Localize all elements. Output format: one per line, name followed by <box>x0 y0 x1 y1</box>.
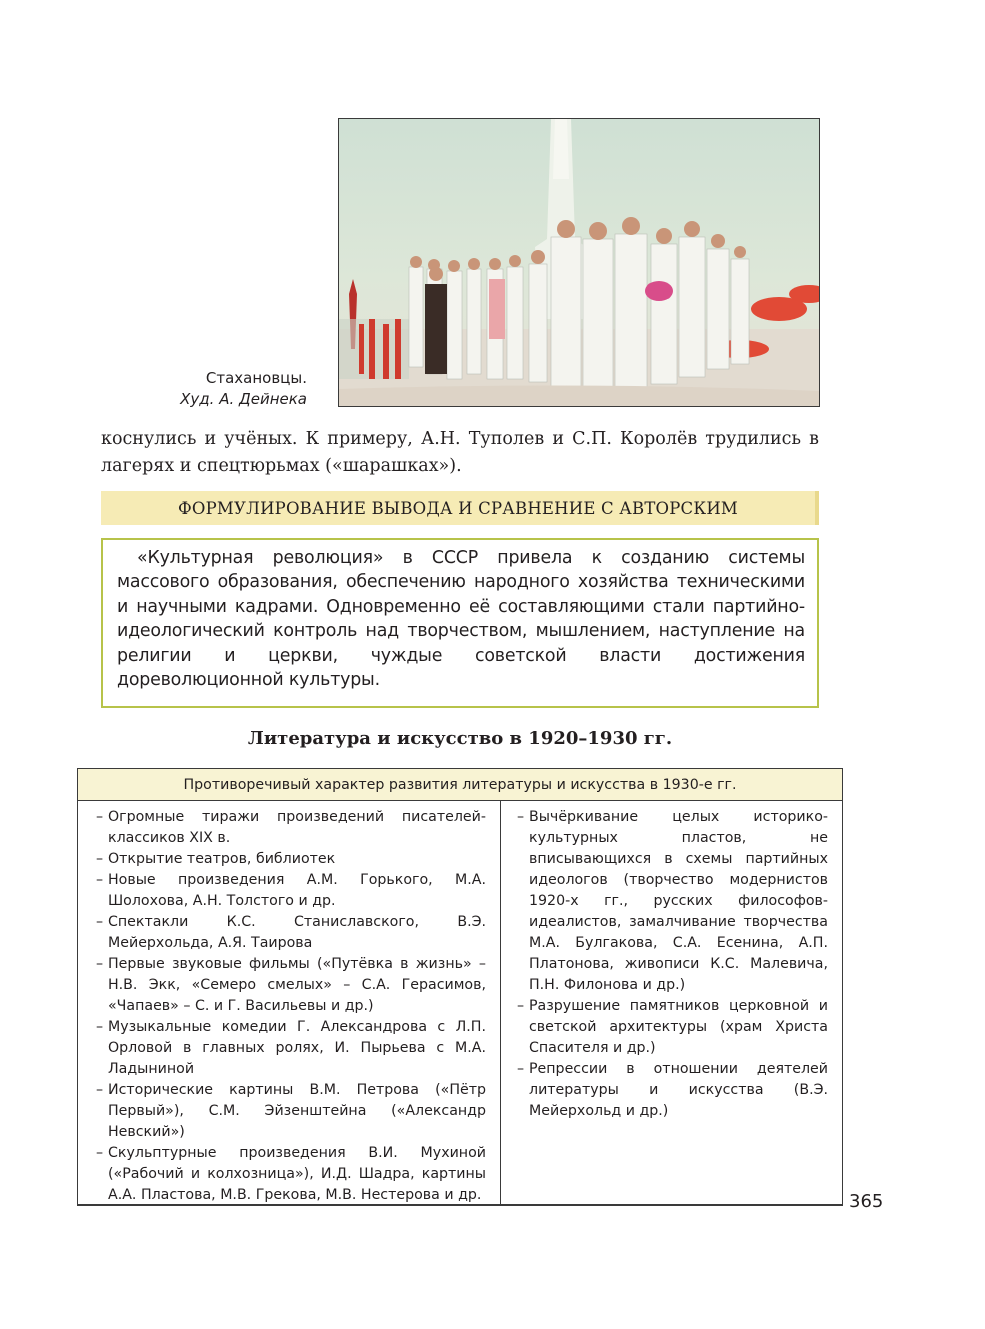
list-item: – Вычёркивание целых историко-культурных пластов, не вписывающихся в схемы партийных идеологов (творчество модернистов 1920-х гг., русских философов-идеалистов, замалчивание творчества М.А. Булгакова, С.А. Есенина, А.П. Платонова, живописи К.С. Малевича, П.Н. Филонова и др.) <box>517 809 828 993</box>
list-item: – Новые произведения А.М. Горького, М.А. Шолохова, А.Н. Толстого и др. <box>96 872 486 909</box>
comparison-table <box>77 768 843 1206</box>
list-item: – Скульптурные произведения В.И. Мухиной («Рабочий и колхозница»), И.Д. Шадра, картины А.А. Пластова, М.В. Грекова, М.В. Нестерова и др. <box>96 1145 486 1203</box>
list-item: – Исторические картины В.М. Петрова («Пётр Первый»), С.М. Эйзенштейна («Александр Невский») <box>96 1082 486 1140</box>
painting-image <box>339 119 819 406</box>
page-number: 365 <box>849 1191 884 1212</box>
section-title: ФОРМУЛИРОВАНИЕ ВЫВОДА И СРАВНЕНИЕ С АВТОРСКИМ <box>177 498 739 518</box>
list-item: – Первые звуковые фильмы («Путёвка в жизнь» – Н.В. Экк, «Семеро смелых» – С.А. Герасимов, «Чапаев» – С. и Г. Васильевы и др.) <box>96 956 486 1014</box>
table-header-text: Противоречивый характер развития литературы и искусства в 1930-е гг. <box>183 776 737 793</box>
list-item: – Спектакли К.С. Станиславского, В.Э. Мейерхольда, А.Я. Таирова <box>96 914 486 951</box>
conclusion-text: «Культурная революция» в СССР привела к созданию системы массового образования, обеспечению народного хозяйства техническими и научными кадрами. Одновременно её составляющими стали партийно-идеологический контроль над творчеством, мышлением, наступление на религии и церкви, чуждые советской власти достижения дореволюционной культуры. <box>117 548 805 691</box>
conclusion-box <box>101 538 819 708</box>
caption-title: Стахановцы. <box>205 369 307 387</box>
list-item: – Музыкальные комедии Г. Александрова с Л.П. Орловой в главных ролях, И. Пырьева с М.А. Ладыниной <box>96 1019 486 1077</box>
stakhanovtsy-painting <box>338 118 820 407</box>
list-item: – Огромные тиражи произведений писателей-классиков XIX в. <box>96 809 486 846</box>
body-paragraph: коснулись и учёных. К примеру, А.Н. Туполев и С.П. Королёв трудились в лагерях и спецтюрьмах («шарашках»). <box>101 429 819 476</box>
table-heading: Литература и искусство в 1920–1930 гг. <box>247 728 673 749</box>
table-left-column <box>78 801 501 1206</box>
list-item: – Открытие театров, библиотек <box>96 851 336 867</box>
figure-caption <box>180 368 307 410</box>
table-header <box>78 769 842 801</box>
caption-author: Худ. А. Дейнека <box>180 390 307 408</box>
list-item: – Репрессии в отношении деятелей литературы и искусства (В.Э. Мейерхольд и др.) <box>517 1061 828 1119</box>
table-right-column <box>501 801 842 1206</box>
list-item: – Разрушение памятников церковной и светской архитектуры (храм Христа Спасителя и др.) <box>517 998 828 1056</box>
section-title-bar <box>101 491 819 525</box>
